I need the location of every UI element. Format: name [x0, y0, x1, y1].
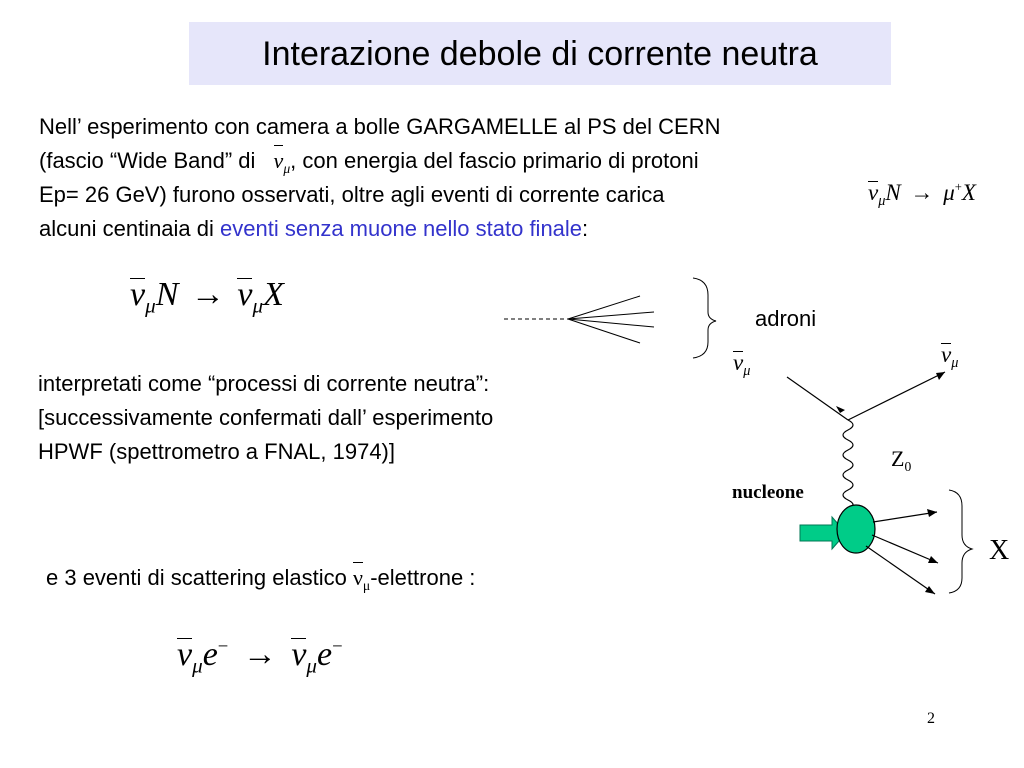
- nucleone-label: nucleone: [732, 482, 804, 503]
- x-label: X: [989, 535, 1010, 566]
- interpretation-line-2: [successivamente confermati dall’ esperimento: [38, 405, 494, 430]
- nu-symbol: ν: [733, 350, 744, 375]
- nu-symbol: ν: [237, 276, 253, 313]
- x-symbol: X: [263, 276, 284, 313]
- elastic-text-before: e 3 eventi di scattering elastico: [46, 565, 347, 590]
- arrowhead: [928, 556, 938, 563]
- arrow-symbol: →: [190, 276, 225, 313]
- minus-sign: −: [217, 636, 229, 657]
- arrowhead: [936, 372, 945, 380]
- minus-sign: −: [332, 636, 343, 657]
- plus-sign: +: [954, 180, 962, 195]
- feynman-diagram: [787, 372, 972, 594]
- hadron-track: [568, 296, 640, 319]
- elastic-scattering-line: [46, 561, 475, 603]
- z0-boson-wavy-line: [843, 420, 853, 508]
- z0-label: [891, 446, 911, 475]
- intro-line-2a: (fascio “Wide Band” di: [39, 148, 256, 173]
- outgoing-antineutrino-label: [941, 342, 958, 372]
- mu-symbol: μ: [192, 653, 203, 678]
- intro-line-3: Ep= 26 GeV) furono osservati, oltre agli eventi di corrente carica: [39, 182, 665, 207]
- nu-symbol: ν: [291, 636, 307, 674]
- electron-symbol: e: [202, 636, 218, 674]
- arrowhead: [925, 586, 935, 594]
- page-title: Interazione debole di corrente neutra: [262, 35, 818, 73]
- page-number: 2: [927, 710, 935, 727]
- intro-line-4a: alcuni centinaia di: [39, 216, 214, 241]
- incoming-antineutrino-line: [787, 377, 848, 420]
- z0-letter: Z: [891, 446, 905, 471]
- hadron-line: [872, 535, 938, 563]
- arrowhead: [927, 509, 937, 517]
- nu-symbol: ν: [130, 276, 146, 313]
- elastic-equation: [177, 636, 343, 678]
- mu-symbol: μ: [252, 293, 264, 318]
- nucleon-symbol: N: [885, 180, 901, 205]
- mu-symbol: μ: [145, 293, 156, 318]
- mu-symbol: μ: [951, 354, 959, 371]
- z0-subscript: 0: [904, 458, 912, 474]
- interpretation-line-1: interpretati come “processi di corrente neutra”:: [38, 371, 490, 396]
- arrow-symbol: →: [910, 180, 934, 205]
- intro-line-1: Nell’ esperimento con camera a bolle GARGAMELLE al PS del CERN: [39, 114, 721, 139]
- highlight-text: eventi senza muone nello stato finale: [220, 216, 583, 241]
- mu-symbol: μ: [878, 192, 886, 209]
- x-symbol: X: [961, 180, 976, 205]
- interpretation-line-3: HPWF (spettrometro a FNAL, 1974)]: [38, 439, 395, 464]
- elastic-text-after: -elettrone :: [370, 565, 476, 590]
- hadron-line: [866, 546, 935, 594]
- hadron-track: [568, 312, 654, 319]
- nucleon-blob: [837, 505, 875, 553]
- mu-symbol: μ: [306, 653, 318, 678]
- nu-symbol: ν: [274, 144, 284, 178]
- nu-symbol: ν: [177, 636, 193, 674]
- mu-symbol: μ: [362, 577, 371, 593]
- adroni-label: adroni: [755, 306, 817, 331]
- mu-symbol: μ: [743, 362, 751, 379]
- hadron-line: [873, 512, 937, 522]
- intro-line-2b: , con energia del fascio primario di protoni: [290, 148, 699, 173]
- nu-symbol: ν: [353, 561, 363, 595]
- nu-symbol: ν: [941, 342, 952, 367]
- nucleon-symbol: N: [155, 276, 179, 313]
- intro-line-4c: :: [582, 216, 589, 241]
- outgoing-antineutrino-line: [848, 372, 945, 420]
- electron-symbol: e: [317, 636, 333, 674]
- nubar-mu-inline: [352, 565, 371, 593]
- event-sketch: [504, 296, 654, 343]
- mu-symbol: μ: [283, 160, 291, 176]
- incoming-antineutrino-label: [733, 350, 750, 380]
- adroni-brace: [693, 278, 716, 358]
- nu-symbol: ν: [868, 180, 879, 205]
- mu-symbol: μ: [943, 180, 955, 205]
- x-brace: [949, 490, 972, 593]
- arrow-symbol: →: [242, 636, 277, 674]
